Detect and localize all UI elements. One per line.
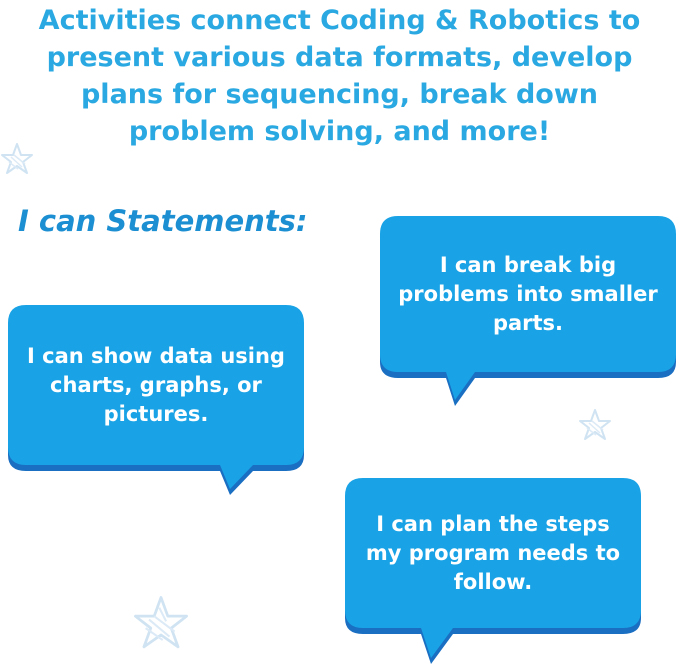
- star-icon: [0, 142, 34, 176]
- speech-bubble-plan-steps: [345, 478, 641, 628]
- headline-line: plans for sequencing, break down: [80, 79, 598, 110]
- bubble-line: charts, graphs, or: [50, 372, 262, 397]
- star-icon: [132, 594, 190, 652]
- headline: [0, 2, 679, 150]
- headline-line: present various data formats, develop: [46, 42, 633, 73]
- bubble-text: [13, 342, 299, 429]
- bubble-text: [384, 251, 671, 338]
- bubble-line: problems into smaller: [398, 281, 658, 306]
- subheading: I can Statements:: [18, 204, 308, 238]
- bubble-line: I can break big: [439, 252, 617, 277]
- star-icon: [578, 408, 612, 442]
- bubble-line: pictures.: [103, 401, 209, 426]
- bubble-text: [352, 510, 634, 597]
- headline-line: Activities connect Coding & Robotics to: [38, 5, 641, 36]
- bubble-line: my program needs to: [365, 540, 621, 565]
- bubble-line: I can plan the steps: [376, 511, 610, 536]
- speech-bubble-show-data: [8, 305, 304, 465]
- headline-line: problem solving, and more!: [128, 116, 551, 147]
- bubble-line: I can show data using: [27, 343, 285, 368]
- speech-bubble-break-problems: [380, 216, 676, 372]
- bubble-line: follow.: [453, 569, 533, 594]
- bubble-line: parts.: [492, 310, 564, 335]
